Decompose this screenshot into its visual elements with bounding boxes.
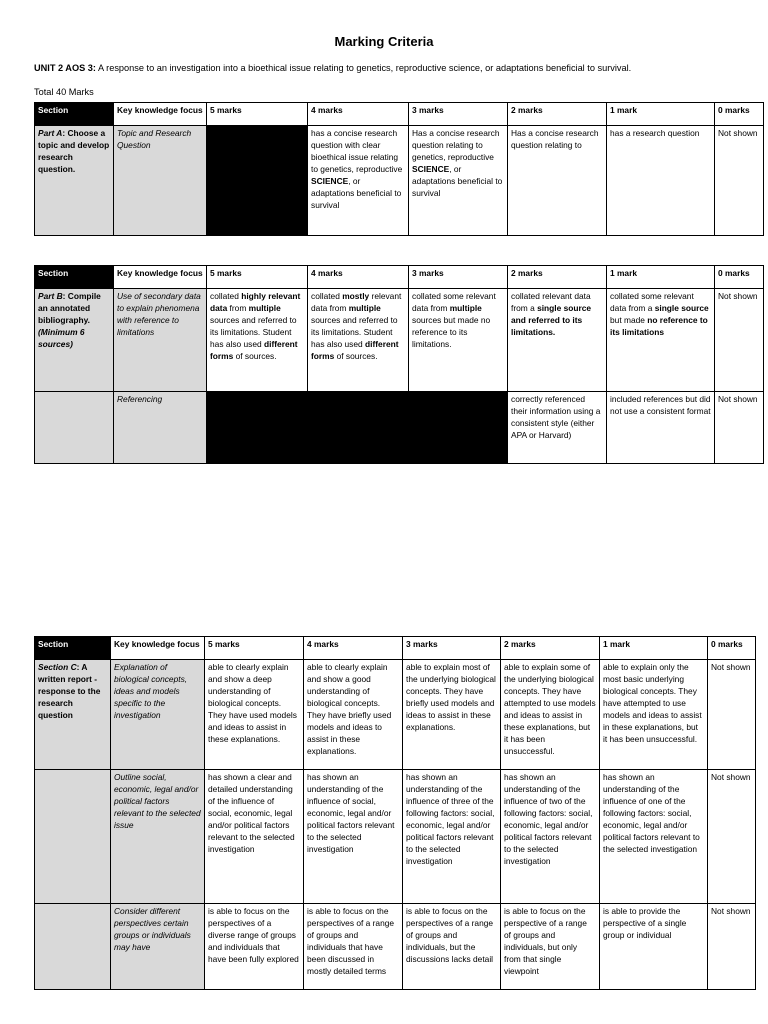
part-b-minimum: (Minimum 6 sources)	[38, 327, 85, 349]
header-focus: Key knowledge focus	[114, 103, 207, 126]
part-c-factors-5-marks: has shown a clear and detailed understanding of the influence of social, economic, legal and/or political factors relevant to the selected investigation	[205, 770, 304, 904]
part-b-table	[34, 265, 764, 464]
part-c-factors-2-marks: has shown an understanding of the influence of two of the following factors: social, economic, legal and/or political factors relevant to the selected investigation	[501, 770, 600, 904]
part-c-perspectives-2-marks: is able to focus on the perspective of a range of groups and individuals, but only from that single viewpoint	[501, 904, 600, 990]
part-c-section-blank	[35, 770, 111, 904]
part-c-section	[35, 660, 111, 770]
header-0-marks: 0 marks	[708, 637, 756, 660]
part-c-title: : A written report - response to the research question	[38, 662, 101, 720]
part-b-section	[35, 289, 114, 392]
part-c-factors-1-mark: has shown an understanding of the influence of one of the following factors: social, economic, legal and/or political factors relevant to the selected investigation	[600, 770, 708, 904]
part-c-factors-0-marks: Not shown	[708, 770, 756, 904]
part-c-concepts-5-marks: able to clearly explain and show a deep understanding of biological concepts. They have used models and ideas to assist in these explanations.	[205, 660, 304, 770]
part-c-concepts-4-marks: able to clearly explain and show a good understanding of biological concepts. They have briefly used models and ideas to assist in these explanations.	[304, 660, 403, 770]
part-b-4-marks: collated mostly relevant data from multiple sources and referred to its limitations. Student has also used different forms of sources.	[308, 289, 409, 392]
part-c-focus-concepts: Explanation of biological concepts, ideas and models specific to the investigation	[111, 660, 205, 770]
part-a-3-marks: Has a concise research question relating to genetics, reproductive SCIENCE, or adaptations beneficial to survival	[409, 126, 508, 236]
part-a-4-marks: has a concise research question with clear bioethical issue relating to genetics, reproductive SCIENCE, or adaptations beneficial to survival	[308, 126, 409, 236]
part-a-section	[35, 126, 114, 236]
part-c-perspectives-4-marks: is able to focus on the perspectives of a range of groups and individuals that have been discussed in mostly detailed terms	[304, 904, 403, 990]
part-b-ref-0-marks: Not shown	[715, 392, 764, 464]
part-b-ref-2-marks: correctly referenced their information using a consistent style (either APA or Harvard)	[508, 392, 607, 464]
header-2-marks: 2 marks	[501, 637, 600, 660]
header-2-marks: 2 marks	[508, 266, 607, 289]
part-b-1-mark: collated some relevant data from a single source but made no reference to its limitations	[607, 289, 715, 392]
part-b-section-blank	[35, 392, 114, 464]
part-c-perspectives-5-marks: is able to focus on the perspectives of a diverse range of groups and individuals that have been fully explored	[205, 904, 304, 990]
header-1-mark: 1 mark	[607, 266, 715, 289]
part-b-3-marks: collated some relevant data from multiple sources but made no reference to its limitations.	[409, 289, 508, 392]
part-c-perspectives-1-mark: is able to provide the perspective of a single group or individual	[600, 904, 708, 990]
part-b-focus-data: Use of secondary data to explain phenomena with reference to limitations	[114, 289, 207, 392]
part-c-section-blank	[35, 904, 111, 990]
part-c-concepts-3-marks: able to explain most of the underlying biological concepts. They have briefly used models and ideas to assist in these explanations.	[403, 660, 501, 770]
part-a-label: Part A	[38, 128, 63, 138]
part-c-concepts-2-marks: able to explain some of the underlying biological concepts. They have attempted to use models and ideas to assist in these explanations, but it has been unsuccessful.	[501, 660, 600, 770]
part-b-5-marks: collated highly relevant data from multiple sources and referred to its limitations. Student has also used different forms of sources.	[207, 289, 308, 392]
header-1-mark: 1 mark	[607, 103, 715, 126]
part-c-focus-factors: Outline social, economic, legal and/or political factors relevant to the selected issue	[111, 770, 205, 904]
part-a-title: : Choose a topic and develop research question.	[38, 128, 110, 174]
part-c-perspectives-3-marks: is able to focus on the perspectives of a range of groups and individuals, but the discussions lacks detail	[403, 904, 501, 990]
header-4-marks: 4 marks	[304, 637, 403, 660]
header-5-marks: 5 marks	[205, 637, 304, 660]
unit-text: A response to an investigation into a bioethical issue relating to genetics, reproductive science, or adaptations beneficial to survival.	[95, 63, 632, 73]
header-section: Section	[35, 266, 114, 289]
part-b-label: Part B	[38, 291, 63, 301]
part-b-2-marks: collated relevant data from a single source and referred to its limitations.	[508, 289, 607, 392]
header-section: Section	[35, 637, 111, 660]
part-a-0-marks: Not shown	[715, 126, 764, 236]
part-c-table	[34, 636, 756, 990]
header-4-marks: 4 marks	[308, 266, 409, 289]
page-title: Marking Criteria	[334, 34, 434, 49]
header-3-marks: 3 marks	[409, 266, 508, 289]
header-0-marks: 0 marks	[715, 266, 764, 289]
header-5-marks: 5 marks	[207, 103, 308, 126]
header-3-marks: 3 marks	[409, 103, 508, 126]
header-4-marks: 4 marks	[308, 103, 409, 126]
header-2-marks: 2 marks	[508, 103, 607, 126]
part-c-concepts-0-marks: Not shown	[708, 660, 756, 770]
header-focus: Key knowledge focus	[114, 266, 207, 289]
part-a-focus: Topic and Research Question	[114, 126, 207, 236]
part-b-0-marks: Not shown	[715, 289, 764, 392]
part-c-factors-3-marks: has shown an understanding of the influence of three of the following factors: social, economic, legal and/or political factors relevant to the selected investigation	[403, 770, 501, 904]
blocked-cell	[207, 392, 508, 464]
part-c-concepts-1-mark: able to explain only the most basic underlying biological concepts. They have attempted to use models and ideas to assist in these explanations, but it has been unsuccessful.	[600, 660, 708, 770]
part-a-1-mark: has a research question	[607, 126, 715, 236]
part-c-label: Section C	[38, 662, 77, 672]
unit-description	[34, 63, 631, 73]
header-3-marks: 3 marks	[403, 637, 501, 660]
part-b-focus-referencing: Referencing	[114, 392, 207, 464]
header-5-marks: 5 marks	[207, 266, 308, 289]
part-b-title: : Compile an annotated bibliography.	[38, 291, 101, 325]
total-marks: Total 40 Marks	[34, 87, 94, 97]
part-c-focus-perspectives: Consider different perspectives certain groups or individuals may have	[111, 904, 205, 990]
part-c-factors-4-marks: has shown an understanding of the influence of social, economic, legal and/or political factors relevant to the selected investigation	[304, 770, 403, 904]
part-a-2-marks: Has a concise research question relating to	[508, 126, 607, 236]
header-1-mark: 1 mark	[600, 637, 708, 660]
header-section: Section	[35, 103, 114, 126]
header-0-marks: 0 marks	[715, 103, 764, 126]
part-c-perspectives-0-marks: Not shown	[708, 904, 756, 990]
header-focus: Key knowledge focus	[111, 637, 205, 660]
part-a-table	[34, 102, 764, 236]
blocked-cell	[207, 126, 308, 236]
unit-label: UNIT 2 AOS 3:	[34, 63, 96, 73]
part-b-ref-1-mark: included references but did not use a consistent format	[607, 392, 715, 464]
